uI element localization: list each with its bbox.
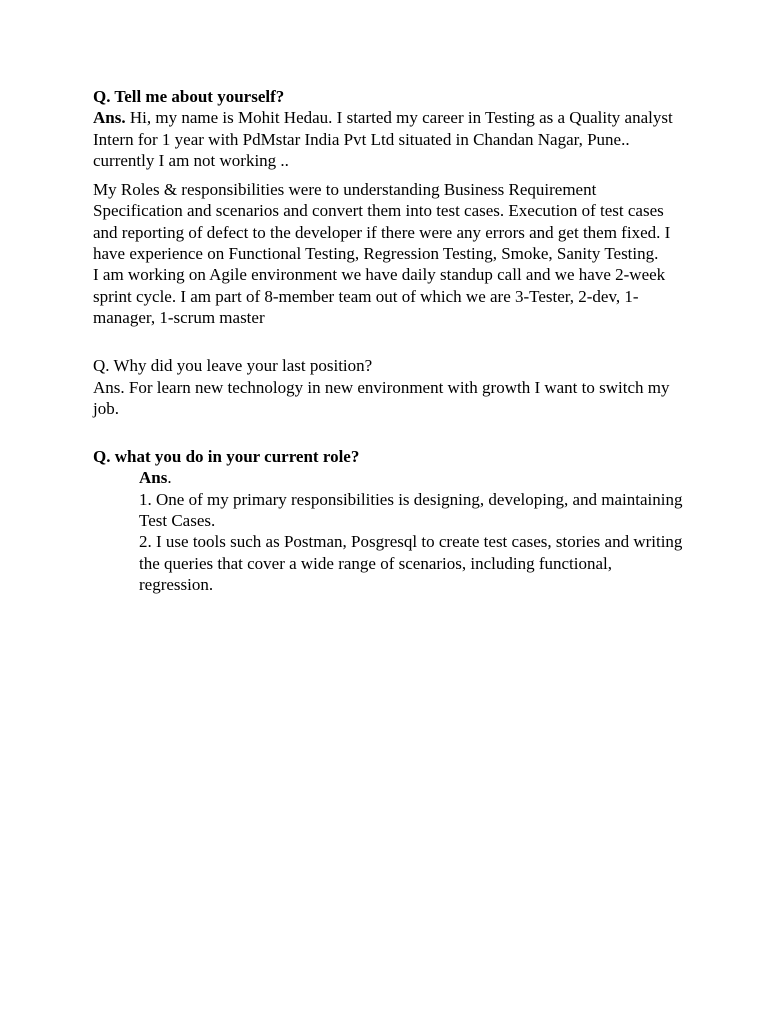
question-2-answer: Ans. For learn new technology in new environment with growth I want to switch my job. bbox=[93, 377, 670, 418]
document-page bbox=[93, 86, 683, 595]
answer-3-label-line bbox=[139, 467, 683, 488]
answer-1-label: Ans. bbox=[93, 108, 126, 128]
question-1-section bbox=[93, 86, 683, 328]
question-1-answer bbox=[93, 107, 683, 171]
answer-3-label: Ans bbox=[139, 468, 168, 488]
question-3-answer-block bbox=[93, 467, 683, 595]
agile-paragraph: I am working on Agile environment we have daily standup call and we have 2-week sprint cycle. I am part of 8-member team out of which we are 3-Tester, 2-dev, 1- manager, 1-scrum master bbox=[93, 265, 666, 327]
roles-paragraph: My Roles & responsibilities were to understanding Business Requirement Specification and scenarios and convert them into test cases. Execution of test cases and reporting of defect to the developer if there were any errors and get them fixed. I have experience on Functional Testing, Regression Testing, Smoke, Sanity Testing. bbox=[93, 180, 671, 264]
question-2-section bbox=[93, 355, 683, 419]
question-1-heading: Q. Tell me about yourself? bbox=[93, 87, 285, 106]
answer-1-text: Hi, my name is Mohit Hedau. I started my career in Testing as a Quality analyst Intern for 1 year with PdMstar India Pvt Ltd situated in Chandan Nagar, Pune.. currently I am not working .. bbox=[93, 108, 673, 170]
question-2-heading: Q. Why did you leave your last position? bbox=[93, 356, 373, 376]
answer-3-point-1: 1. One of my primary responsibilities is designing, developing, and maintaining Test Cases. bbox=[139, 489, 683, 531]
question-3-heading: Q. what you do in your current role? bbox=[93, 447, 360, 467]
answer-3-point-2: 2. I use tools such as Postman, Posgresql to create test cases, stories and writing the queries that cover a wide range of scenarios, including functional, regression. bbox=[139, 532, 683, 594]
answer-3-label-suffix: . bbox=[167, 468, 172, 488]
question-3-section bbox=[93, 446, 683, 595]
